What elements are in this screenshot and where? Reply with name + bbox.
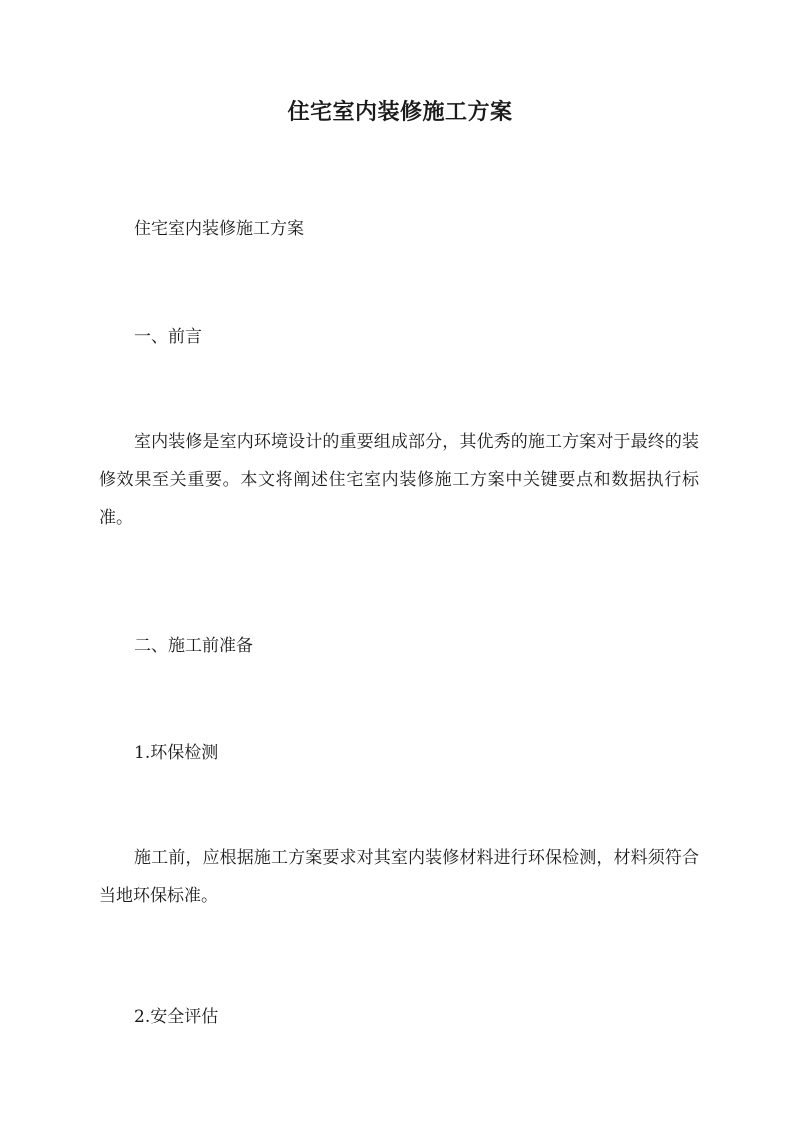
document-subtitle: 住宅室内装修施工方案	[134, 219, 304, 239]
subsection-heading-safety-assessment: 2.安全评估	[134, 1007, 219, 1027]
section-heading-preparation: 二、施工前准备	[134, 636, 253, 656]
document-title: 住宅室内装修施工方案	[287, 99, 513, 125]
paragraph-preface: 室内装修是室内环境设计的重要组成部分，其优秀的施工方案对于最终的装修效果至关重要。本文将阐述住宅室内装修施工方案中关键要点和数据执行标准。	[99, 432, 699, 528]
subsection-heading-environmental-testing: 1.环保检测	[134, 743, 219, 763]
paragraph-environmental-testing: 施工前，应根据施工方案要求对其室内装修材料进行环保检测，材料须符合当地环保标准。	[99, 848, 699, 906]
section-heading-preface: 一、前言	[134, 327, 202, 347]
